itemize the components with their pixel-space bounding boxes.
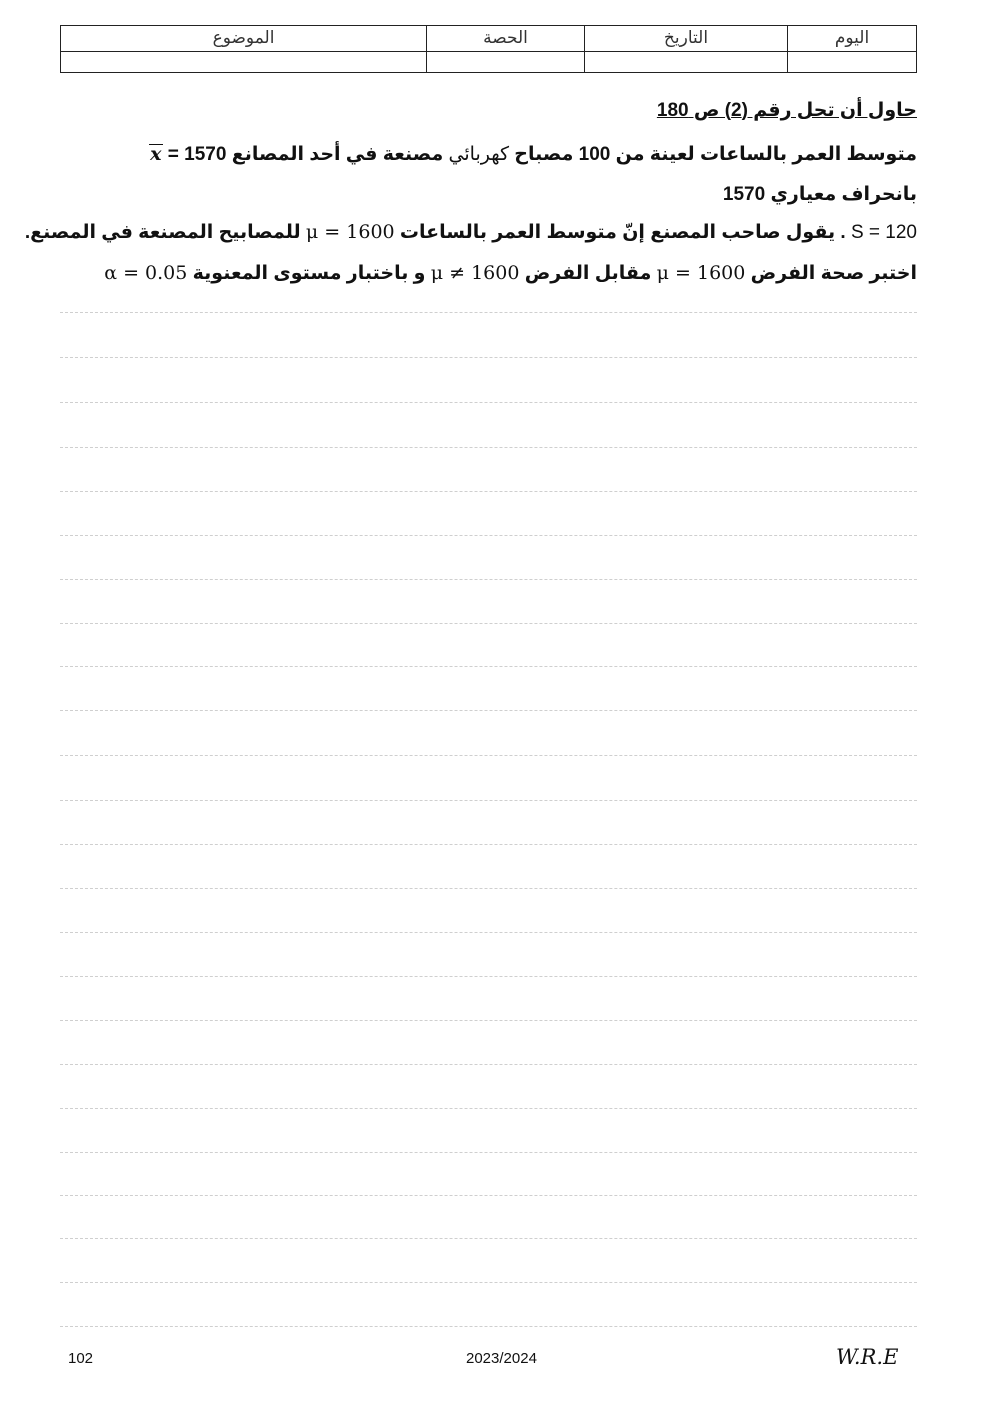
std-dev-value: 1570: [722, 184, 766, 205]
answer-line: [60, 888, 917, 889]
header-table: [60, 25, 917, 73]
answer-line: [60, 800, 917, 801]
answer-line: [60, 1326, 917, 1327]
exercise-line-1: [149, 143, 917, 166]
alternative-hypothesis: μ ≠ 1600: [430, 262, 520, 284]
header-subject-cell[interactable]: [61, 51, 427, 72]
answer-line: [60, 1108, 917, 1109]
sample-mean-expression: [149, 144, 226, 165]
header-date-cell[interactable]: [585, 51, 788, 72]
header-labels-row: [61, 26, 917, 52]
answer-line: [60, 579, 917, 580]
header-session-cell[interactable]: [427, 51, 585, 72]
sd-expression: S = 120: [850, 222, 917, 243]
answer-line: [60, 666, 917, 667]
answer-line: [60, 1195, 917, 1196]
line3-text-b: للمصابيح المصنعة في المصنع.: [24, 222, 306, 243]
header-blank-row: [61, 51, 917, 72]
line4-text-a: اختبر صحة الفرض: [745, 263, 917, 284]
header-date: التاريخ: [585, 26, 788, 52]
answer-line: [60, 1020, 917, 1021]
equals-sign: =: [162, 144, 185, 165]
line1-part-b: مصباح: [509, 144, 579, 165]
header-day-cell[interactable]: [788, 51, 917, 72]
footer-year: 2023/2024: [466, 1350, 537, 1367]
line4-text-b: مقابل الفرض: [519, 263, 657, 284]
answer-line: [60, 844, 917, 845]
answer-line: [60, 932, 917, 933]
answer-line: [60, 623, 917, 624]
line1-part-d: مصنعة في أحد المصانع: [226, 144, 449, 165]
significance-level: α = 0.05: [104, 262, 188, 284]
answer-line: [60, 447, 917, 448]
sample-size: 100: [578, 144, 611, 165]
footer-page-number: 102: [68, 1350, 94, 1367]
answer-line: [60, 1152, 917, 1153]
header-subject: الموضوع: [61, 26, 427, 52]
answer-line: [60, 976, 917, 977]
footer-signature: W.R.E: [836, 1345, 899, 1369]
answer-line: [60, 491, 917, 492]
claim-expression: μ = 1600: [305, 221, 395, 243]
answer-line: [60, 357, 917, 358]
line3-dot: .: [835, 222, 851, 243]
sample-mean-value: 1570: [184, 144, 227, 165]
answer-line: [60, 1282, 917, 1283]
line2-text: بانحراف معياري: [765, 184, 917, 205]
line3-text-a: يقول صاحب المصنع إنّ متوسط العمر بالساعات: [394, 222, 836, 243]
header-day: اليوم: [788, 26, 917, 52]
answer-line: [60, 710, 917, 711]
line1-part-a: متوسط العمر بالساعات لعينة من: [610, 144, 917, 165]
exercise-title: حاول أن تحل رقم (2) ص 180: [656, 100, 917, 121]
answer-line: [60, 312, 917, 313]
null-hypothesis: μ = 1600: [656, 262, 746, 284]
header-session: الحصة: [427, 26, 585, 52]
answer-line: [60, 1064, 917, 1065]
line4-text-c: و باختبار مستوى المعنوية: [187, 263, 431, 284]
xbar-symbol: x: [150, 143, 162, 165]
answer-line: [60, 755, 917, 756]
exercise-line-4: [104, 262, 917, 285]
exercise-line-3: [25, 221, 917, 244]
answer-line: [60, 1238, 917, 1239]
answer-line: [60, 535, 917, 536]
exercise-line-2: [723, 183, 917, 206]
answer-line: [60, 402, 917, 403]
line1-part-c: كهربائي: [448, 144, 510, 165]
